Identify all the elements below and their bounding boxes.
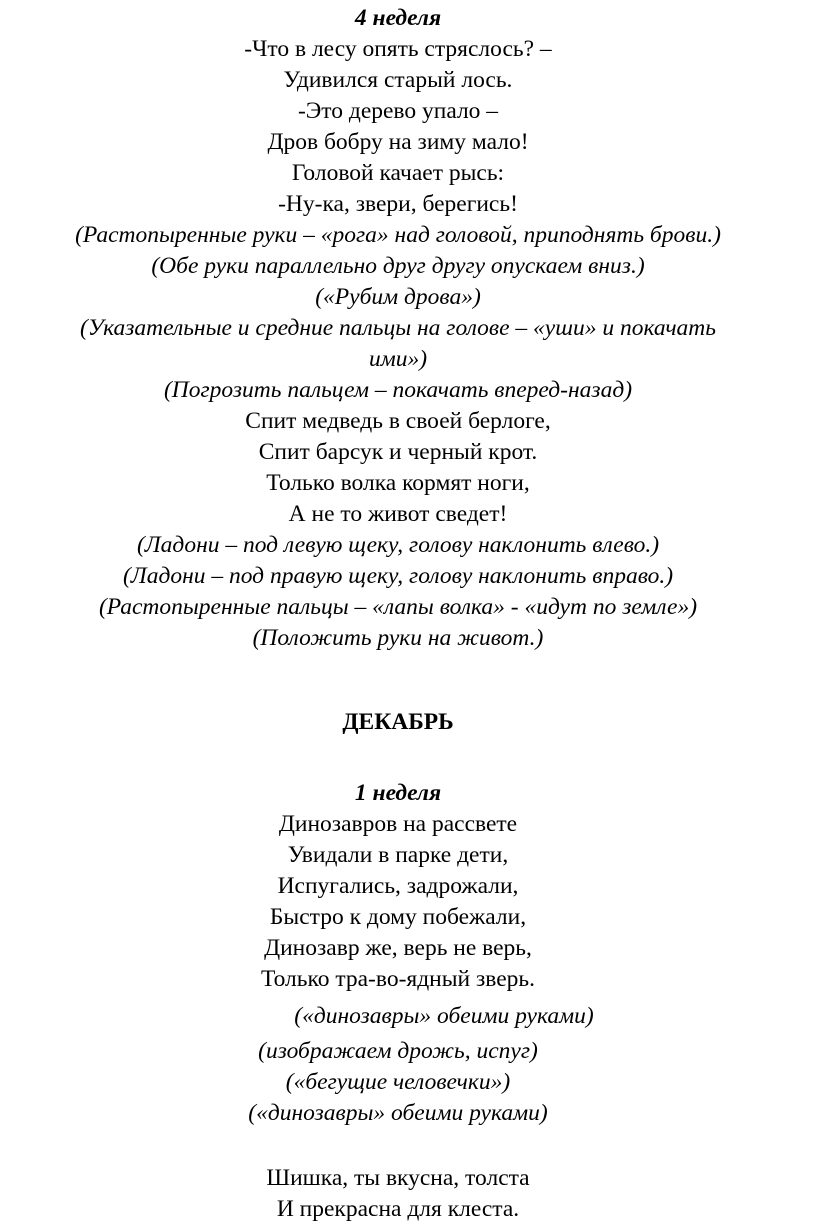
poem-line: Дров бобру на зиму мало! [267,129,529,155]
poem-line: Головой качает рысь: [291,160,505,186]
poem-line: Испугались, задрожали, [277,873,519,899]
instruction-line: («Рубим дрова») [315,284,481,310]
week-1-heading: 1 неделя [354,780,442,806]
month-heading: ДЕКАБРЬ [342,709,454,735]
instruction-line: (Растопыренные пальцы – «лапы волка» - «идут по земле») [98,594,698,620]
instruction-line: (Погрозить пальцем – покачать вперед-назад) [163,377,633,403]
poem-line: Шишка, ты вкусна, толста [266,1165,530,1191]
instruction-line: (Ладони – под левую щеку, голову наклонить влево.) [136,532,660,558]
poem-line: Динозавров на рассвете [278,811,518,837]
instruction-line: (изображаем дрожь, испуг) [258,1038,538,1064]
poem-line: Динозавр же, верь не верь, [264,935,532,961]
instruction-line: («динозавры» обеими руками) [248,1100,548,1126]
poem-line: Быстро к дому побежали, [269,904,527,930]
week-4-heading: 4 неделя [354,5,442,31]
instruction-line: («бегущие человечки») [285,1069,511,1095]
instruction-line: (Растопыренные руки – «рога» над головой, приподнять брови.) [75,222,721,248]
instruction-line: («динозавры» обеими руками) [294,1003,594,1029]
poem-line: Спит медведь в своей берлоге, [245,408,551,434]
instruction-line: ими») [368,346,428,372]
poem-line: Спит барсук и черный крот. [258,439,538,465]
poem-line: Только волка кормят ноги, [266,470,530,496]
instruction-line: (Обе руки параллельно друг другу опускаем вниз.) [151,253,645,279]
poem-line: И прекрасна для клеста. [276,1196,520,1222]
poem-line: -Это дерево упало – [297,98,499,124]
instruction-line: (Указательные и средние пальцы на голове – «уши» и покачать [80,315,716,341]
poem-line: Удивился старый лось. [283,67,513,93]
poem-line: А не то живот сведет! [288,501,508,527]
instruction-line: (Ладони – под правую щеку, голову наклонить вправо.) [122,563,674,589]
poem-line: -Что в лесу опять стряслось? – [244,36,552,62]
poem-line: Увидали в парке дети, [287,842,509,868]
poem-line: Только тра-во-ядный зверь. [261,966,535,992]
poem-line: -Ну-ка, звери, берегись! [278,191,518,217]
instruction-line: (Положить руки на живот.) [252,625,544,651]
